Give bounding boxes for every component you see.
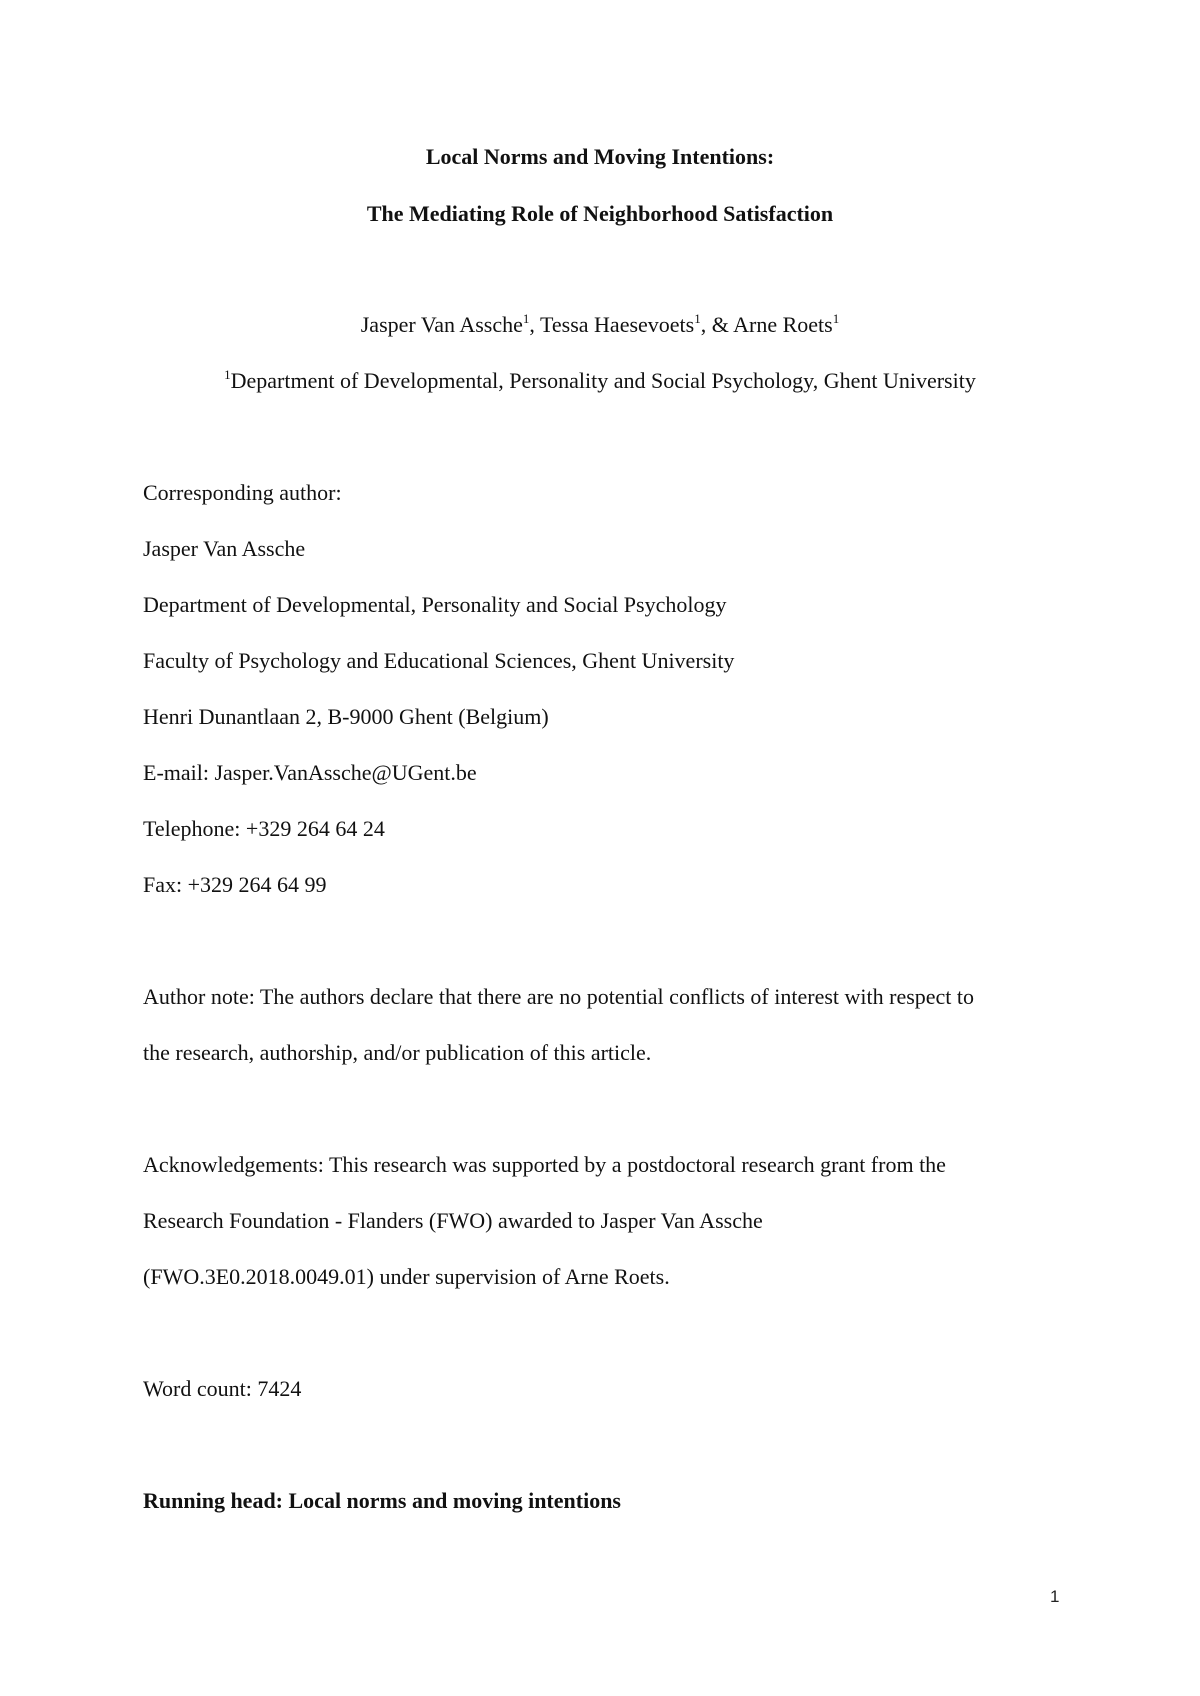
running-head: Running head: Local norms and moving intentions — [143, 1488, 621, 1513]
corresponding-address: Henri Dunantlaan 2, B-9000 Ghent (Belgium) — [143, 704, 549, 729]
paper-title: Local Norms and Moving Intentions: — [425, 144, 775, 169]
affiliation — [0, 367, 1200, 393]
author-list — [0, 311, 1200, 337]
author-name: Jasper Van Assche — [360, 312, 523, 337]
word-count: Word count: 7424 — [143, 1376, 302, 1401]
author-name: Tessa Haesevoets — [539, 312, 695, 337]
page-number: 1 — [1050, 1587, 1060, 1606]
author-note-line: the research, authorship, and/or publication of this article. — [143, 1040, 652, 1065]
acknowledgements-line: Research Foundation - Flanders (FWO) awarded to Jasper Van Assche — [143, 1208, 763, 1233]
author-note-line: Author note: The authors declare that there are no potential conflicts of interest with respect to — [143, 984, 975, 1009]
corresponding-author-name: Jasper Van Assche — [143, 536, 306, 561]
corresponding-telephone: Telephone: +329 264 64 24 — [143, 816, 385, 841]
corresponding-fax: Fax: +329 264 64 99 — [143, 872, 327, 897]
corresponding-author-label: Corresponding author: — [143, 480, 342, 505]
acknowledgements-line: Acknowledgements: This research was supported by a postdoctoral research grant from the — [143, 1152, 946, 1177]
corresponding-department: Department of Developmental, Personality and Social Psychology — [143, 592, 727, 617]
author-separator: , & — [700, 312, 734, 337]
author-separator: , — [529, 312, 540, 337]
corresponding-faculty: Faculty of Psychology and Educational Sciences, Ghent University — [143, 648, 735, 673]
author-name: Arne Roets — [733, 312, 833, 337]
affiliation-marker: 1 — [832, 311, 840, 326]
corresponding-email: E-mail: Jasper.VanAssche@UGent.be — [143, 760, 477, 785]
affiliation-marker: 1 — [522, 311, 530, 326]
affiliation-text: Department of Developmental, Personality and Social Psychology, Ghent University — [230, 368, 976, 393]
affiliation-marker: 1 — [224, 367, 231, 382]
paper-subtitle: The Mediating Role of Neighborhood Satisfaction — [366, 201, 834, 226]
affiliation-marker: 1 — [694, 311, 701, 326]
acknowledgements-line: (FWO.3E0.2018.0049.01) under supervision of Arne Roets. — [143, 1264, 670, 1289]
